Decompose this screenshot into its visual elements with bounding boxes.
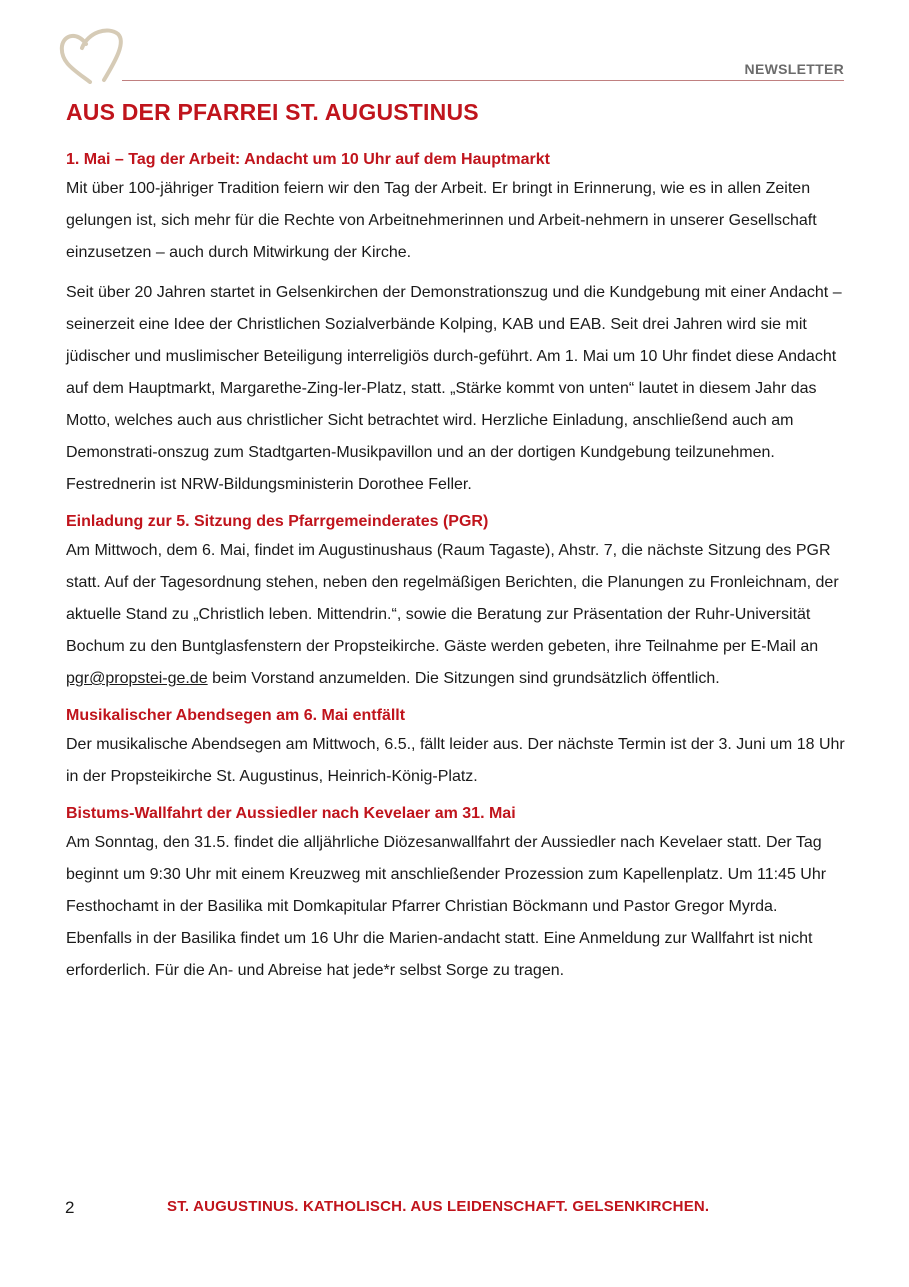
paragraph: Mit über 100-jähriger Tradition feiern wir den Tag der Arbeit. Er bringt in Erinnerung, wie es in allen Zeiten gelungen ist, sich mehr für die Rechte von Arbeitnehmerinnen und Arbeit-nehmern in unserer Gesellschaft einzusetzen – auch durch Mitwirkung der Kirche.: [66, 180, 817, 261]
paragraph: Am Sonntag, den 31.5. findet die alljährliche Diözesanwallfahrt der Aussiedler nach Kevelaer statt. Der Tag beginnt um 9:30 Uhr mit einem Kreuzweg mit anschließender Prozession zum Kapellenplatz. Um 11:45 Uhr Festhochamt in der Basilika mit Domkapitular Pfarrer Christian Böckmann und Pastor Gregor Myrda. Ebenfalls in der Basilika findet um 16 Uhr die Marien-andacht statt. Eine Anmeldung zur Wallfahrt ist nicht erforderlich. Für die An- und Abreise hat jede*r selbst Sorge zu tragen.: [66, 834, 827, 979]
heart-outline-icon: [56, 26, 126, 84]
paragraph-text: beim Vorstand anzumelden. Die Sitzungen sind grundsätzlich öffentlich.: [207, 670, 720, 687]
paragraph: Der musikalische Abendsegen am Mittwoch, 6.5., fällt leider aus. Der nächste Termin ist der 3. Juni um 18 Uhr in der Propsteikirche St. Augustinus, Heinrich-König-Platz.: [66, 736, 845, 785]
section-tag-der-arbeit: [66, 147, 846, 501]
paragraph: Seit über 20 Jahren startet in Gelsenkirchen der Demonstrationszug und die Kundgebung mit einer Andacht – seinerzeit eine Idee der Christlichen Sozialverbände Kolping, KAB und EAB. Seit drei Jahren wird sie mit jüdischer und muslimischer Beteiligung interreligiös durch-geführt. Am 1. Mai um 10 Uhr findet diese Andacht auf dem Hauptmarkt, Margarethe-Zing-ler-Platz, statt. „Stärke kommt von unten“ lautet in diesem Jahr das Motto, welches auch aus christlicher Sicht betrachtet wird. Herzliche Einladung, anschließend auch am Demonstrati-onszug zum Stadtgarten-Musikpavillon und an der dortigen Kundgebung teilzunehmen. Festrednerin ist NRW-Bildungsministerin Dorothee Feller.: [66, 284, 842, 493]
section-wallfahrt: [66, 801, 846, 987]
paragraph-text: Am Mittwoch, dem 6. Mai, findet im Augustinushaus (Raum Tagaste), Ahstr. 7, die nächste Sitzung des PGR statt. Auf der Tagesordnung stehen, neben den regelmäßigen Berichten, die Planungen zu Fronleichnam, der aktuelle Stand zu „Christlich leben. Mittendrin.“, sowie die Beratung zur Präsentation der Ruhr-Universität Bochum zu den Buntglasfenstern der Propsteikirche. Gäste werden gebeten, ihre Teilnahme per E-Mail an: [66, 542, 839, 655]
paragraph: [66, 535, 846, 695]
email-link[interactable]: pgr@propstei-ge.de: [66, 670, 208, 687]
header-divider: [122, 80, 844, 81]
section-heading: Bistums-Wallfahrt der Aussiedler nach Kevelaer am 31. Mai: [66, 805, 516, 822]
page-title: AUS DER PFARREI ST. AUGUSTINUS: [66, 99, 479, 125]
section-abendsegen: [66, 703, 846, 793]
section-pgr-sitzung: [66, 509, 846, 695]
section-heading: 1. Mai – Tag der Arbeit: Andacht um 10 Uhr auf dem Hauptmarkt: [66, 151, 550, 168]
page-number: 2: [65, 1198, 75, 1217]
section-heading: Musikalischer Abendsegen am 6. Mai entfällt: [66, 707, 406, 724]
section-heading: Einladung zur 5. Sitzung des Pfarrgemeinderates (PGR): [66, 513, 489, 530]
footer-slogan: ST. AUGUSTINUS. KATHOLISCH. AUS LEIDENSCHAFT. GELSENKIRCHEN.: [167, 1198, 710, 1215]
article-body: [66, 147, 846, 995]
newsletter-label: NEWSLETTER: [744, 61, 844, 77]
